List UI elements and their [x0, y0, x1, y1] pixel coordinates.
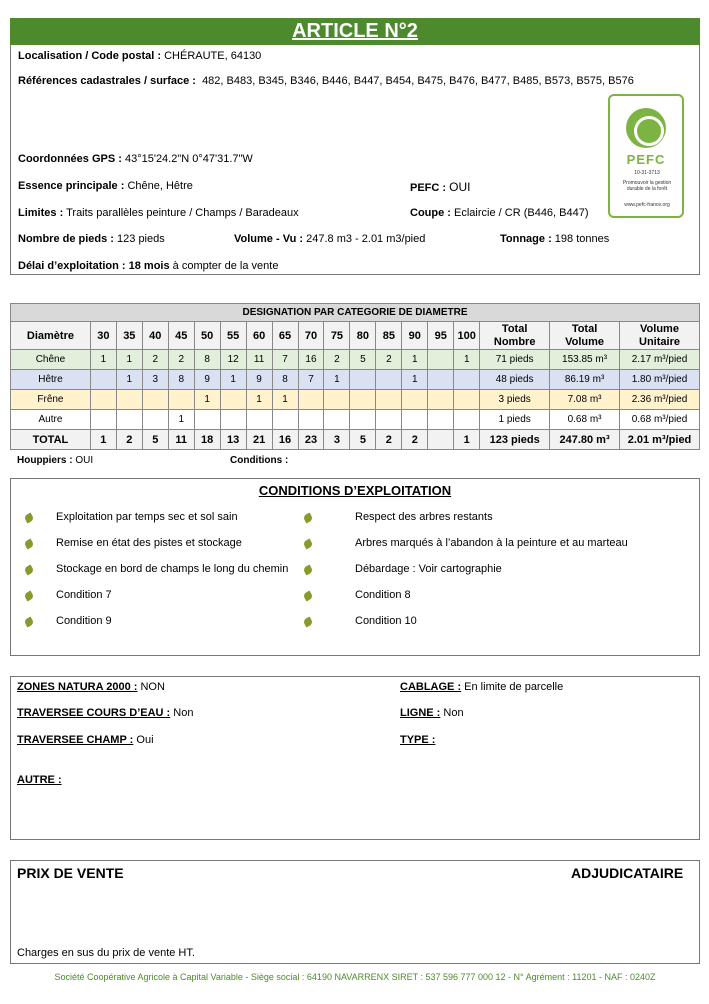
- condition-item-right: Condition 10: [355, 615, 417, 627]
- cell-total-nombre: 48 pieds: [480, 370, 550, 390]
- header-diameter-95: 95: [428, 322, 454, 350]
- condition-item-right: Respect des arbres restants: [355, 511, 493, 523]
- cell-count: [376, 410, 402, 430]
- cell-count: [324, 390, 350, 410]
- header-diameter-80: 80: [350, 322, 376, 350]
- prix-box: [10, 860, 700, 964]
- cell-count: 2: [402, 430, 428, 450]
- cell-volume-unitaire: 2.36 m³/pied: [620, 390, 700, 410]
- cell-count: [402, 410, 428, 430]
- cours-line: TRAVERSEE COURS D’EAU : Non: [17, 707, 194, 719]
- cell-count: [168, 390, 194, 410]
- conditions-title: CONDITIONS D’EXPLOITATION: [258, 483, 452, 498]
- condition-item-right: Arbres marqués à l’abandon à la peinture et au marteau: [355, 537, 628, 549]
- leaf-bullet-icon: [24, 539, 35, 550]
- cell-count: [194, 410, 220, 430]
- article-title: ARTICLE N°2: [10, 18, 700, 45]
- table-row: [11, 370, 700, 390]
- cell-count: 1: [90, 430, 116, 450]
- leaf-bullet-icon: [303, 565, 314, 576]
- cell-count: 1: [324, 370, 350, 390]
- header-diameter-65: 65: [272, 322, 298, 350]
- zones-box: [10, 676, 700, 840]
- condition-item-right: Condition 8: [355, 589, 411, 601]
- cell-volume-unitaire: 2.01 m³/pied: [620, 430, 700, 450]
- cell-count: 7: [298, 370, 324, 390]
- cell-count: 1: [168, 410, 194, 430]
- table-row: [11, 350, 700, 370]
- cell-count: 9: [194, 370, 220, 390]
- leaf-bullet-icon: [303, 591, 314, 602]
- diameter-table: [10, 303, 700, 450]
- cell-total-volume: 247.80 m³: [550, 430, 620, 450]
- ligne-line: LIGNE : Non: [400, 707, 464, 719]
- cell-volume-unitaire: 2.17 m³/pied: [620, 350, 700, 370]
- cell-count: [376, 390, 402, 410]
- cell-count: [428, 430, 454, 450]
- header-diameter-35: 35: [116, 322, 142, 350]
- type-line: TYPE :: [400, 734, 436, 746]
- cell-total-volume: 0.68 m³: [550, 410, 620, 430]
- condition-item-right: Débardage : Voir cartographie: [355, 563, 502, 575]
- row-name: Autre: [11, 410, 91, 430]
- cell-count: 2: [376, 430, 402, 450]
- cell-count: 3: [142, 370, 168, 390]
- cell-count: [454, 410, 480, 430]
- delai-line: Délai d’exploitation : 18 mois à compter de la vente: [18, 260, 279, 272]
- cell-count: 2: [142, 350, 168, 370]
- references-line: Références cadastrales / surface : 482, B483, B345, B346, B446, B447, B454, B475, B476, B477, B485, B573, B575, B576: [18, 75, 634, 87]
- header-diameter-50: 50: [194, 322, 220, 350]
- pefc-tree-icon: [626, 108, 666, 148]
- cell-count: 1: [246, 390, 272, 410]
- cell-count: [90, 410, 116, 430]
- cell-count: [142, 410, 168, 430]
- leaf-bullet-icon: [24, 513, 35, 524]
- header-volume-unitaire: Volume Unitaire: [620, 322, 700, 350]
- natura-line: ZONES NATURA 2000 : NON: [17, 681, 165, 693]
- cell-count: [90, 390, 116, 410]
- localisation-line: Localisation / Code postal : CHÉRAUTE, 64130: [18, 50, 262, 62]
- tonnage-line: Tonnage : 198 tonnes: [500, 233, 610, 245]
- cell-count: 12: [220, 350, 246, 370]
- row-name: Chêne: [11, 350, 91, 370]
- cell-count: 23: [298, 430, 324, 450]
- condition-item-left: Exploitation par temps sec et sol sain: [56, 511, 238, 523]
- cell-count: [350, 370, 376, 390]
- condition-item-left: Condition 9: [56, 615, 112, 627]
- cell-count: 8: [168, 370, 194, 390]
- cell-volume-unitaire: 1.80 m³/pied: [620, 370, 700, 390]
- cell-total-volume: 153.85 m³: [550, 350, 620, 370]
- cell-count: 21: [246, 430, 272, 450]
- cell-count: [376, 370, 402, 390]
- table-row: [11, 390, 700, 410]
- header-diameter-100: 100: [454, 322, 480, 350]
- cell-count: 3: [324, 430, 350, 450]
- cell-count: 1: [90, 350, 116, 370]
- cell-count: 5: [350, 430, 376, 450]
- cell-count: 1: [116, 350, 142, 370]
- cell-count: [90, 370, 116, 390]
- charges-note: Charges en sus du prix de vente HT.: [17, 947, 195, 959]
- cell-count: 2: [116, 430, 142, 450]
- header-diameter-55: 55: [220, 322, 246, 350]
- houppiers-line: Houppiers : OUI: [17, 455, 94, 466]
- leaf-bullet-icon: [24, 565, 35, 576]
- cell-count: 16: [272, 430, 298, 450]
- cell-count: 11: [246, 350, 272, 370]
- volume-line: Volume - Vu : 247.8 m3 - 2.01 m3/pied: [234, 233, 426, 245]
- cell-count: 5: [350, 350, 376, 370]
- essence-line: Essence principale : Chêne, Hêtre: [18, 180, 193, 192]
- header-diameter-70: 70: [298, 322, 324, 350]
- cell-count: [324, 410, 350, 430]
- cell-count: 16: [298, 350, 324, 370]
- leaf-bullet-icon: [24, 591, 35, 602]
- limites-line: Limites : Traits parallèles peinture / Champs / Baradeaux: [18, 207, 299, 219]
- leaf-bullet-icon: [303, 539, 314, 550]
- cell-count: [428, 350, 454, 370]
- conditions-box: [10, 478, 700, 656]
- header-diameter-90: 90: [402, 322, 428, 350]
- autre-line: AUTRE :: [17, 774, 62, 786]
- cell-count: 2: [376, 350, 402, 370]
- cell-count: [116, 390, 142, 410]
- pefc-line: PEFC : OUI: [410, 180, 471, 194]
- adjudicataire-label: ADJUDICATAIRE: [571, 865, 684, 881]
- cell-count: 7: [272, 350, 298, 370]
- cell-count: [246, 410, 272, 430]
- cell-count: 1: [454, 350, 480, 370]
- cell-total-volume: 7.08 m³: [550, 390, 620, 410]
- cell-count: 1: [194, 390, 220, 410]
- footer: Société Coopérative Agricole à Capital Variable - Siège social : 64190 NAVARRENX SIRET : 537 596 777 000 12 - N° Agrément : 11201 - NAF : 0240Z: [54, 972, 656, 982]
- coupe-line: Coupe : Eclaircie / CR (B446, B447): [410, 207, 589, 219]
- cell-count: 2: [168, 350, 194, 370]
- header-diametre: Diamètre: [11, 322, 91, 350]
- header-diameter-85: 85: [376, 322, 402, 350]
- pieds-line: Nombre de pieds : 123 pieds: [18, 233, 165, 245]
- row-name: Hêtre: [11, 370, 91, 390]
- table-row: [11, 430, 700, 450]
- header-diameter-45: 45: [168, 322, 194, 350]
- cell-total-nombre: 1 pieds: [480, 410, 550, 430]
- cell-count: 18: [194, 430, 220, 450]
- info-box: [10, 45, 700, 275]
- prix-label: PRIX DE VENTE: [17, 865, 124, 881]
- cell-count: [428, 370, 454, 390]
- cell-count: 13: [220, 430, 246, 450]
- cell-count: 8: [272, 370, 298, 390]
- condition-item-left: Condition 7: [56, 589, 112, 601]
- cell-count: 1: [402, 370, 428, 390]
- condition-item-left: Remise en état des pistes et stockage: [56, 537, 242, 549]
- header-total-nombre: Total Nombre: [480, 322, 550, 350]
- cell-count: 1: [116, 370, 142, 390]
- cablage-line: CABLAGE : En limite de parcelle: [400, 681, 564, 693]
- cell-count: [298, 410, 324, 430]
- cell-total-volume: 86.19 m³: [550, 370, 620, 390]
- champ-line: TRAVERSEE CHAMP : Oui: [17, 734, 154, 746]
- cell-total-nombre: 123 pieds: [480, 430, 550, 450]
- cell-total-nombre: 3 pieds: [480, 390, 550, 410]
- cell-count: [428, 410, 454, 430]
- table-title: DESIGNATION PAR CATEGORIE DE DIAMETRE: [11, 304, 700, 322]
- conditions-inline: Conditions :: [230, 455, 289, 466]
- cell-count: 11: [168, 430, 194, 450]
- leaf-bullet-icon: [24, 617, 35, 628]
- cell-count: [428, 390, 454, 410]
- cell-count: [454, 390, 480, 410]
- table-row: [11, 410, 700, 430]
- header-total-volume: Total Volume: [550, 322, 620, 350]
- condition-item-left: Stockage en bord de champs le long du chemin: [56, 563, 289, 575]
- cell-count: [350, 390, 376, 410]
- cell-count: [220, 390, 246, 410]
- cell-count: 8: [194, 350, 220, 370]
- cell-count: [402, 390, 428, 410]
- pefc-logo: PEFC 10-31-3713 Promouvoir la gestion durable de la forêt www.pefc-france.org: [608, 94, 684, 218]
- cell-volume-unitaire: 0.68 m³/pied: [620, 410, 700, 430]
- table-header-row: [11, 322, 700, 350]
- leaf-bullet-icon: [303, 513, 314, 524]
- gps-line: Coordonnées GPS : 43°15'24.2"N 0°47'31.7"W: [18, 153, 253, 165]
- header-diameter-40: 40: [142, 322, 168, 350]
- cell-count: [454, 370, 480, 390]
- cell-count: [298, 390, 324, 410]
- row-name: TOTAL: [11, 430, 91, 450]
- cell-count: 1: [272, 390, 298, 410]
- cell-count: [220, 410, 246, 430]
- cell-count: 5: [142, 430, 168, 450]
- cell-count: 1: [402, 350, 428, 370]
- cell-count: [272, 410, 298, 430]
- cell-count: 9: [246, 370, 272, 390]
- header-diameter-30: 30: [90, 322, 116, 350]
- leaf-bullet-icon: [303, 617, 314, 628]
- cell-count: [116, 410, 142, 430]
- cell-count: 2: [324, 350, 350, 370]
- cell-count: 1: [220, 370, 246, 390]
- cell-count: [142, 390, 168, 410]
- row-name: Frêne: [11, 390, 91, 410]
- cell-count: 1: [454, 430, 480, 450]
- cell-count: [350, 410, 376, 430]
- header-diameter-75: 75: [324, 322, 350, 350]
- cell-total-nombre: 71 pieds: [480, 350, 550, 370]
- header-diameter-60: 60: [246, 322, 272, 350]
